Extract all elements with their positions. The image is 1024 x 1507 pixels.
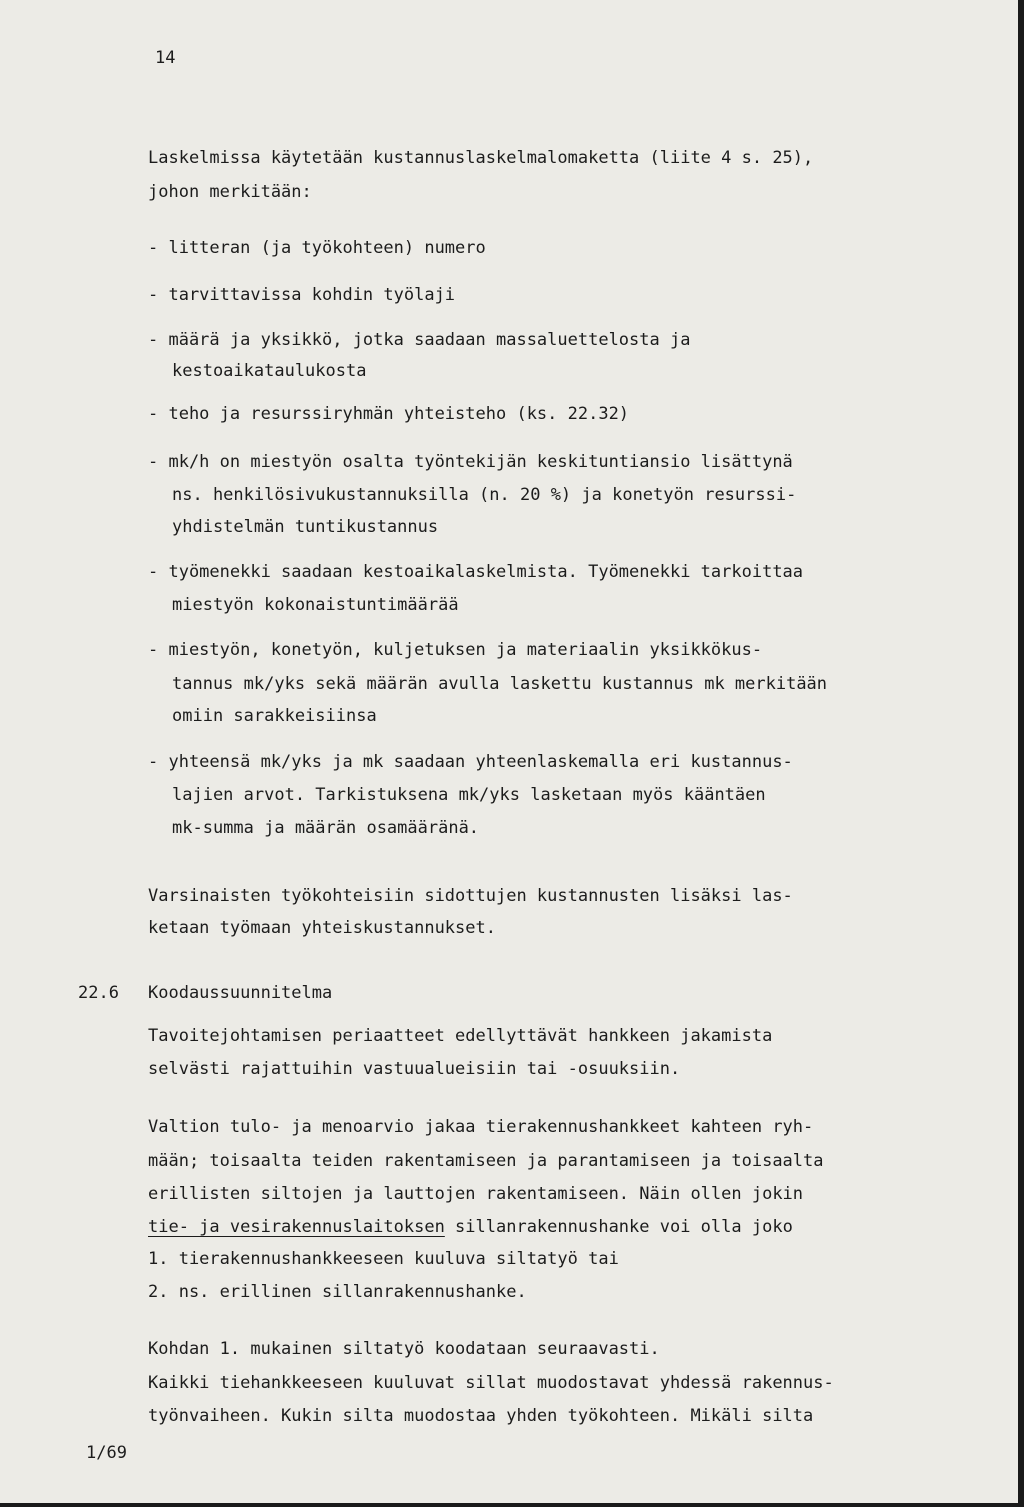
paragraph-line: Valtion tulo- ja menoarvio jakaa tierakennushankkeet kahteen ryh- bbox=[148, 1117, 814, 1137]
intro-line-1: Laskelmissa käytetään kustannuslaskelmalomaketta (liite 4 s. 25), bbox=[148, 148, 814, 168]
list-item: - tarvittavissa kohdin työlaji bbox=[148, 285, 456, 305]
list-item: - työmenekki saadaan kestoaikalaskelmista. Työmenekki tarkoittaa bbox=[148, 562, 804, 582]
list-item-continuation: mk-summa ja määrän osamääränä. bbox=[172, 818, 480, 838]
list-item: - litteran (ja työkohteen) numero bbox=[148, 238, 486, 258]
list-item-continuation: yhdistelmän tuntikustannus bbox=[172, 517, 439, 537]
paragraph-line: Tavoitejohtamisen periaatteet edellyttävät hankkeen jakamista bbox=[148, 1026, 773, 1046]
intro-line-2: johon merkitään: bbox=[148, 182, 312, 202]
paragraph-line: mään; toisaalta teiden rakentamiseen ja parantamiseen ja toisaalta bbox=[148, 1151, 824, 1171]
footer-mark: 1/69 bbox=[86, 1443, 127, 1463]
paragraph-line: selvästi rajattuihin vastuualueisiin tai -osuuksiin. bbox=[148, 1059, 681, 1079]
underlined-phrase: tie- ja vesirakennuslaitoksen bbox=[148, 1217, 445, 1237]
list-item-continuation: lajien arvot. Tarkistuksena mk/yks lasketaan myös kääntäen bbox=[172, 785, 766, 805]
list-item: - teho ja resurssiryhmän yhteisteho (ks. 22.32) bbox=[148, 404, 630, 424]
paragraph-line bbox=[148, 1217, 793, 1237]
list-item-continuation: miestyön kokonaistuntimäärää bbox=[172, 595, 459, 615]
paragraph-line: 2. ns. erillinen sillanrakennushanke. bbox=[148, 1282, 527, 1302]
list-item: - mk/h on miestyön osalta työntekijän keskituntiansio lisättynä bbox=[148, 452, 793, 472]
list-item-continuation: ns. henkilösivukustannuksilla (n. 20 %) ja konetyön resurssi- bbox=[172, 485, 797, 505]
section-title: Koodaussuunnitelma bbox=[148, 983, 333, 1003]
page-number: 14 bbox=[155, 48, 176, 68]
paragraph-line: Kohdan 1. mukainen siltatyö koodataan seuraavasti. bbox=[148, 1339, 660, 1359]
list-item: - määrä ja yksikkö, jotka saadaan massaluettelosta ja bbox=[148, 330, 691, 350]
paragraph-line: 1. tierakennushankkeeseen kuuluva siltatyö tai bbox=[148, 1249, 619, 1269]
paragraph-line: Kaikki tiehankkeeseen kuuluvat sillat muodostavat yhdessä rakennus- bbox=[148, 1373, 834, 1393]
scan-edge-bottom bbox=[0, 1503, 1024, 1507]
paragraph-line: ketaan työmaan yhteiskustannukset. bbox=[148, 918, 496, 938]
paragraph-line: Varsinaisten työkohteisiin sidottujen kustannusten lisäksi las- bbox=[148, 886, 793, 906]
paragraph-line-rest: sillanrakennushanke voi olla joko bbox=[444, 1217, 793, 1237]
section-number: 22.6 bbox=[78, 983, 119, 1003]
scan-edge-right bbox=[1018, 0, 1024, 1507]
paragraph-line: työnvaiheen. Kukin silta muodostaa yhden työkohteen. Mikäli silta bbox=[148, 1406, 814, 1426]
list-item: - yhteensä mk/yks ja mk saadaan yhteenlaskemalla eri kustannus- bbox=[148, 752, 793, 772]
list-item-continuation: tannus mk/yks sekä määrän avulla laskettu kustannus mk merkitään bbox=[172, 674, 828, 694]
paragraph-line: erillisten siltojen ja lauttojen rakentamiseen. Näin ollen jokin bbox=[148, 1184, 804, 1204]
list-item: - miestyön, konetyön, kuljetuksen ja materiaalin yksikkökus- bbox=[148, 640, 763, 660]
list-item-continuation: kestoaikataulukosta bbox=[172, 361, 367, 381]
list-item-continuation: omiin sarakkeisiinsa bbox=[172, 706, 377, 726]
